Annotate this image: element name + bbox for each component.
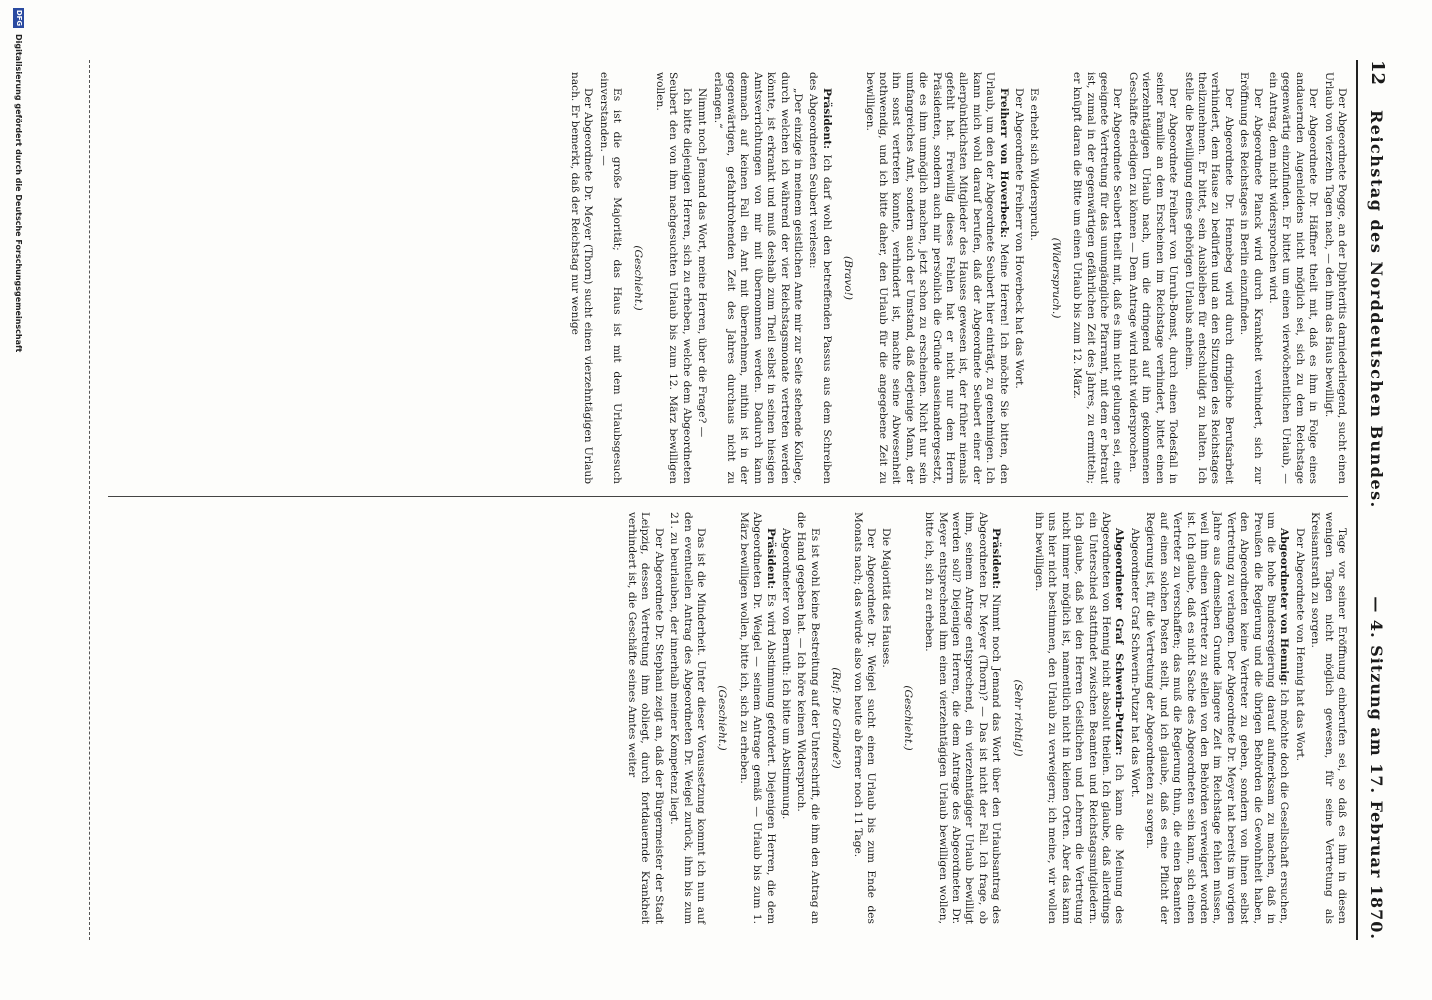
paragraph-text: Ich kann die Meinung des Abgeordneten von Hennig nicht absolut theilen. Ich glaube, daß allerdings ein Unterschied stattfindet zwischen Beamten und Reichstagsmitgliedern. Ich glaube, daß bei den Herren Geistlichen und Lehrern die Vertretung nicht immer möglich ist, namentlich nicht in kleinen Orten. Aber das kann uns hier nicht bestimmen, den Urlaub zu verweigern; ich meine, wir wollen ihn bewilligen. [1033,512,1126,924]
paragraph-text: Der Abgeordnete Dr. Weigel sucht einen Urlaub bis zum Ende des Monats nach; das würde also von heute ab ferner noch 11 Tage. [851,512,877,924]
paragraph-text: Die Majorität des Hauses. [880,528,893,668]
paragraph-text: Der Abgeordnete Planck wird durch Krankheit verhindert, sich zur Eröffnung des Reichstages in Berlin einzufinden. [1238,72,1264,484]
paragraph-text: Der Abgeordnete Dr. Stephani zeigt an, daß der Bürgermeister der Stadt Leipzig, dessen Vertretung ihm obliegt, durch fortdauernde Krankheit verhindert ist, die Geschäfte seines Amtes weiter [625,512,665,924]
speaker-name: Präsident: [764,528,777,590]
speaker-name: Abgeordneter Graf Schwerin-Putzar: [1113,528,1126,756]
paragraph [1237,72,1264,484]
paragraph-text: Der Abgeordnete Dr. Meyer (Thorn) sucht einen vierzehntägigen Urlaub nach. Er bemerkt, daß der Reichstag nur wenige [568,72,595,484]
page-number: 12 [1367,60,1388,86]
paragraph [1126,72,1180,484]
speaker-name: Präsident: [990,528,1003,590]
paragraph-text: Tage vor seiner Eröffnung einberufen sei, so daß es ihm in diesen wenigen Tagen nicht möglich gewesen, für seine Vertretung als Kreisamtsrath zu sorgen. [1309,512,1348,924]
journal-title: Reichstag des Norddeutschen Bundes. [1367,110,1386,509]
speaker-name: Abgeordneter von Hennig: [1278,528,1291,686]
paragraph-text: Es wird Abstimmung gefordert. Diejenigen Herren, die dem Abgeordneten Dr. Weigel — seinem Antrage gemäß — Urlaub bis zum 1. März bewilligen wollen, bitte ich, sich zu erheben. [737,512,777,924]
speech-paragraph [862,72,1009,484]
right-column [623,512,1349,924]
stage-direction: (Geschieht.) [901,685,914,751]
session-title: — 4. Sitzung am 17. Februar 1870. [1367,596,1386,940]
speech-paragraph [922,512,1002,924]
digitization-credit: Digitalisierung gefördert durch die Deutsche Forschungsgemeinschaft [14,34,23,353]
paragraph [710,72,804,484]
paragraph-text: Ich darf wohl den betreffenden Passus aus dem Schreiben des Abgeordneten Seubert verlesen: [807,72,833,484]
paragraph-text: Nimmt noch Jemand das Wort über den Urlaubsantrag des Abgeordneten Dr. Meyer (Thorn)? — Das ist nicht der Fall. Ich frage, ob ihm, seinem Antrage entsprechend, ein vierzehntägiger Urlaub bewilligt werden soll? Diejenigen Herren, die dem Antrage des Abgeordneten Dr. Meyer entsprechend ihm einen vierzehntägigen Urlaub bewilligen wollen, bitte ich, sich zu erheben. [923,512,1003,924]
paragraph-text: Es ist wohl keine Bestreitung auf der Unterschrift, die ihm den Antrag an die Hand gegeben hat. — Ich höre keinen Widerspruch. [795,512,821,924]
paragraph [879,512,892,924]
speech-paragraph [1143,512,1290,924]
paragraph-text: Nimmt noch Jemand das Wort, meine Herren, über die Frage? — [696,88,709,438]
paragraph [1266,72,1320,484]
speech-paragraph [1032,512,1126,924]
footer [8,8,24,968]
paragraph [1321,72,1348,484]
paragraph [1070,72,1124,484]
speaker-name: Präsident: [820,88,833,150]
paragraph [625,512,665,924]
paragraph-text: Ich möchte doch die Gesellschaft ersuchen, um die hohe Bundesregierung darauf aufmerksam zu machen, daß in Preußen die Regierung und die übrigen Behörden die Gewohnheit haben, den Abgeordneten keine Vertreter zu geben, sondern von ihnen selbst Vertretung zu verlangen. Der Abgeordnete Dr. Meyer hat bereits im vorigen Jahre aus demselben Grunde längere Zeit im Reichstage fehlen müssen, weil ihm einen Vertreter zu stellen von den Behörden verweigert worden ist. Ich glaube, daß es nicht Sache des Abgeordneten sein kann, sich einen Vertreter zu verschaffen; das muß die Regierung thun, die einen Beamten auf einen solchen Posten stellt, und ich glaube, daß es eine Pflicht der Regierung ist, für die Vertretung der Abgeordneten zu sorgen. [1144,512,1291,924]
paragraph-text: „Der einzige in meinem geistlichen Amte mir zur Seite stehende Kollege, durch welchen ich während der vier Reichstagsmonate vertreten werden könnte, ist erkrankt und muß deshalb zum Theil selbst in seinen hiesigen Amtsverrichtungen von mir mit übernommen werden. Dadurch kann demnach auf keinen Fall ein Amt mit übernehmen, mithin ist in der gegenwärtigen, gefahrdrohenden Zeit des Jahres durchaus nicht zu erlangen.“ [711,72,804,484]
paragraph-text: Der Abgeordnete Pogge, an der Diphteritis darniederliegend, sucht einen Urlaub von vierzehn Tagen nach, — den ihm das Haus bewilligt. [1322,72,1348,484]
speaker-name: Freiherr von Hoverbeck: [997,88,1010,238]
paragraph-text: Abgeordneter von Bernuth: Ich bitte um Abstimmung. [779,528,792,820]
paragraph [1027,72,1040,484]
stage-direction: (Geschieht.) [716,685,729,751]
paragraph [1181,72,1235,484]
paragraph [667,512,707,924]
paragraph-text: Der Abgeordnete Dr. Hennebeg wird durch dringliche Berufsarbeit verhindert, dem Hause zu bedürfen und an den Sitzungen des Reichstages theilzunehmen. Er bittet, sein Ausbleiben für entschuldigt zu halten. Ich stelle die Bewilligung eines gehörigen Urlaubs anheim. [1182,72,1235,484]
stage-direction: (Widerspruch.) [1049,237,1062,319]
paragraph-text: Der Abgeordnete Dr. Häffner theilt mit, daß es ihm in Folge eines andauernden Augenleidens nicht möglich sei, sich zu dem Reichstage gegenwärtig einzufinden. Er bittet um einen vierwöchentlichen Urlaub, — ein Antrag, dem nicht widersprochen wird. [1266,72,1320,484]
paragraph [794,512,821,924]
paragraph [1012,72,1025,484]
column-divider [108,496,1348,497]
paragraph-text: Der Abgeordnete Freiherr von Hoverbeck hat das Wort. [1013,88,1026,389]
paragraph [653,72,693,484]
left-column [565,72,1348,484]
stage-direction: (Geschieht.) [632,245,645,311]
header-rule [1356,60,1358,940]
paragraph-text: Es ist die große Majorität; das Haus ist mit dem Urlaubsgesuch einverstanden. — [597,72,624,484]
paragraph-text: Abgeordneter Graf Schwerin-Putzar hat das Wort. [1128,528,1141,798]
paragraph [567,72,594,484]
paragraph-text: Der Abgeordnete von Hennig hat das Wort. [1293,528,1306,762]
paragraph-text: Es erhebt sich Widerspruch. [1028,88,1041,241]
stage-direction: (Ruf: Die Gründe?) [830,667,843,769]
paragraph-text: Ich bitte diejenigen Herren, sich zu erheben, welche dem Abgeordneten Seubert den von ihm nachgesuchten Urlaub bis zum 12. März bewilligen wollen. [653,72,693,484]
paragraph [695,72,708,484]
bottom-rule [89,60,90,940]
paragraph-text: Meine Herren! Ich möchte Sie bitten, den Urlaub, um den der Abgeordnete Seubert hier einträgt, zu genehmigen. Ich kann mich wohl darauf berufen, daß der Abgeordnete Seubert einer der allerpünktlichsten Mitglieder des Hauses gewesen ist, der früher niemals gefehlt hat. Freiwillig dieses Fehlen hat er nicht nur dem Herrn Präsidenten, sondern auch mir persönlich die Gründe auseinandergesetzt, die es ihm unmöglich machen, jetzt schon zu erscheinen. Nicht nur sein umfangreiches Amt, sondern auch der Umstand, daß derjenige Mann, der ihn sonst vertreten konnte, verhindert ist, machte seine Abwesenheit nothwendig, und ich bitte daher, den Urlaub für die angegebene Zeit zu bewilligen. [863,72,1010,484]
paragraph-text: Das ist die Minderheit. Unter dieser Voraussetzung kommt ich nun auf den eventuellen Antrag des Abgeordneten Dr. Weigel zurück, ihm bis zum 21. zu beurlauben, der innerhalb meiner Kompetenz liegt. [668,512,707,924]
paragraph [1308,512,1348,924]
dfg-logo-icon: DFG [15,9,23,27]
paragraph [596,72,623,484]
paragraph [1128,512,1141,924]
stage-direction: (Sehr richtig!) [1011,679,1024,757]
paragraph-text: Der Abgeordnete Seubert theilt mit, daß es ihm nicht gelungen sei, eine geeignete Vertretung für das unumgängliche Pfarramt, mit dem er betraut ist, zumal in der gegenwärtigen gefährlichen Zeit des Jahres, zu ermitteln; er knüpft daran die Bitte um einen Urlaub bis zum 12. März. [1071,72,1124,484]
speech-paragraph [736,512,776,924]
paragraph [1292,512,1305,924]
paragraph-text: Der Abgeordnete Freiherr von Unruh-Bomst, durch einen Todesfall in seiner Familie an dem Erscheinen im Reichstage verhindert, bittet einen vierzehntägigen Urlaub nach, um die dringend auf ihn gekommenen Geschäfte erledigen zu können — Dem Antrage wird nicht widersprochen. [1126,72,1180,484]
running-head [1354,60,1394,940]
stage-direction: (Bravo!) [842,255,855,301]
paragraph [850,512,877,924]
paragraph [779,512,792,924]
speech-paragraph [806,72,833,484]
